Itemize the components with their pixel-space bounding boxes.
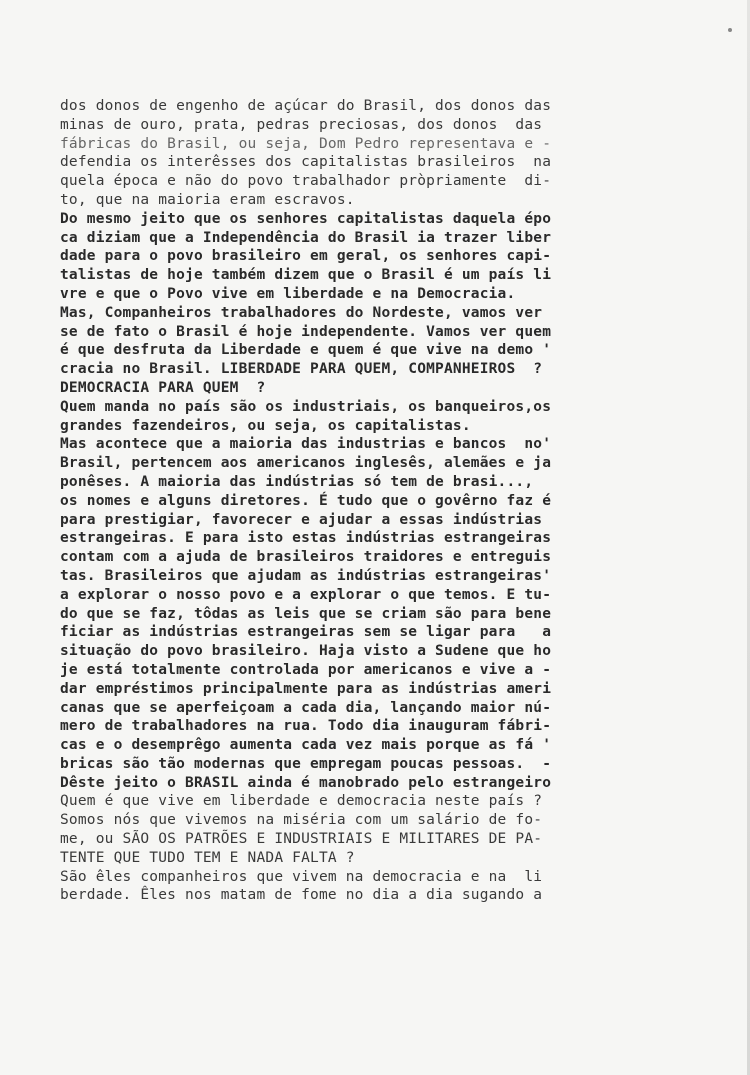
text-line: tas. Brasileiros que ajudam as indústrias estrangeiras' (60, 567, 552, 584)
text-line: Quem manda no país são os industriais, os banqueiros,os (60, 398, 552, 415)
text-line: vre e que o Povo vive em liberdade e na Democracia. (60, 285, 516, 302)
text-line: a explorar o nosso povo e a explorar o que temos. E tu- (60, 586, 552, 603)
scan-speck (728, 28, 732, 32)
text-line: bricas são tão modernas que empregam poucas pessoas. - (60, 755, 552, 772)
text-line: ponêses. A maioria das indústrias só tem de brasi..., (60, 473, 534, 490)
text-line: minas de ouro, prata, pedras preciosas, dos donos das (60, 116, 543, 133)
text-line: Brasil, pertencem aos americanos inglesês, alemães e ja (60, 455, 552, 472)
text-line: dar empréstimos principalmente para as indústrias ameri (60, 680, 552, 697)
text-line: ficiar as indústrias estrangeiras sem se ligar para a (60, 624, 552, 641)
text-line: Somos nós que vivemos na miséria com um salário de fo- (60, 812, 543, 829)
text-line: cas e o desemprêgo aumenta cada vez mais porque as fá ' (60, 737, 552, 754)
text-line: defendia os interêsses dos capitalistas brasileiros na (60, 154, 552, 171)
text-line: contam com a ajuda de brasileiros traidores e entreguis (60, 549, 552, 566)
text-line: Quem é que vive em liberdade e democracia neste país ? (60, 793, 543, 810)
text-line: talistas de hoje também dizem que o Brasil é um país li (60, 267, 552, 284)
text-line: é que desfruta da Liberdade e quem é que vive na demo ' (60, 342, 552, 359)
text-line: canas que se aperfeiçoam a cada dia, lançando maior nú- (60, 699, 552, 716)
text-line: situação do povo brasileiro. Haja visto a Sudene que ho (60, 643, 552, 660)
text-line: mero de trabalhadores na rua. Todo dia inauguram fábri- (60, 718, 552, 735)
text-line: dos donos de engenho de açúcar do Brasil, dos donos das (60, 98, 552, 114)
text-line: fábricas do Brasil, ou seja, Dom Pedro representava e - (60, 135, 552, 152)
text-line: berdade. Êles nos matam de fome no dia a dia sugando a (60, 887, 543, 904)
text-line: quela época e não do povo trabalhador pròpriamente di- (60, 173, 552, 190)
text-line: estrangeiras. E para isto estas indústrias estrangeiras (60, 530, 552, 547)
text-line: Do mesmo jeito que os senhores capitalistas daquela épo (60, 210, 552, 227)
text-line: Dêste jeito o BRASIL ainda é manobrado pelo estrangeiro (60, 774, 552, 791)
typed-text-block (60, 97, 742, 905)
text-line: para prestigiar, favorecer e ajudar a essas indústrias (60, 511, 543, 528)
text-line: to, que na maioria eram escravos. (60, 191, 355, 208)
text-line: TENTE QUE TUDO TEM E NADA FALTA ? (60, 849, 355, 866)
text-line: je está totalmente controlada por americanos e vive a - (60, 661, 552, 678)
text-line: grandes fazendeiros, ou seja, os capitalistas. (60, 417, 471, 434)
text-line: dade para o povo brasileiro em geral, os senhores capi- (60, 248, 552, 265)
text-line: cracia no Brasil. LIBERDADE PARA QUEM, COMPANHEIROS ? (60, 361, 543, 378)
text-line: São êles companheiros que vivem na democracia e na li (60, 868, 543, 885)
text-line: os nomes e alguns diretores. É tudo que o govêrno faz é (60, 492, 552, 509)
text-line: Mas acontece que a maioria das industrias e bancos no' (60, 436, 552, 453)
text-line: DEMOCRACIA PARA QUEM ? (60, 379, 266, 396)
text-line: do que se faz, tôdas as leis que se criam são para bene (60, 605, 552, 622)
text-line: ca diziam que a Independência do Brasil ia trazer liber (60, 229, 552, 246)
text-line: se de fato o Brasil é hoje independente. Vamos ver quem (60, 323, 552, 340)
text-line: Mas, Companheiros trabalhadores do Nordeste, vamos ver (60, 304, 543, 321)
text-line: me, ou SÃO OS PATRÕES E INDUSTRIAIS E MILITARES DE PA- (60, 831, 543, 848)
